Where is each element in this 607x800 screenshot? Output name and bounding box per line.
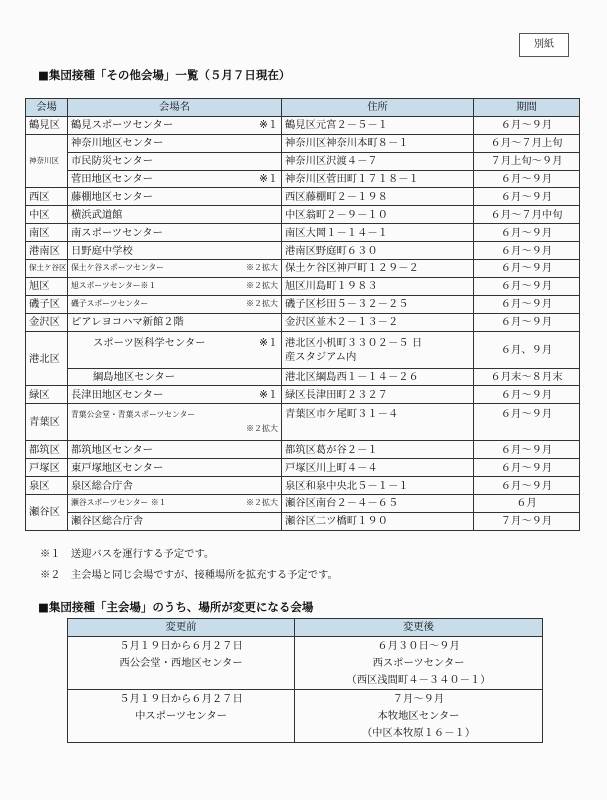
ward-cell: 神奈川区 bbox=[26, 134, 68, 188]
venue-cell: 瀬谷区総合庁舎 bbox=[68, 512, 282, 530]
table-row bbox=[26, 116, 580, 134]
venue-cell: 東戸塚地区センター bbox=[68, 459, 282, 477]
period-cell: ６月～９月 bbox=[474, 260, 580, 278]
venue-cell: 保土ケ谷スポーツセンター ※２拡大 bbox=[68, 260, 282, 278]
venue-cell: 旭スポーツセンター※１ ※２拡大 bbox=[68, 277, 282, 295]
period-cell: ６月～７月中旬 bbox=[474, 206, 580, 224]
before-cell: ５月１９日から６月２７日 中スポーツセンター bbox=[68, 690, 295, 743]
ward-cell: 港南区 bbox=[26, 242, 68, 260]
venue-cell: 瀬谷スポーツセンター ※１ ※２拡大 bbox=[68, 495, 282, 513]
address-cell: 神奈川区沢渡４－７ bbox=[282, 152, 474, 170]
period-cell: ６月～９月 bbox=[474, 242, 580, 260]
venue-cell: 市民防災センター bbox=[68, 152, 282, 170]
ward-cell: 港北区 bbox=[26, 331, 68, 386]
ward-cell: 青葉区 bbox=[26, 404, 68, 441]
ward-cell: 瀬谷区 bbox=[26, 495, 68, 531]
period-cell: ６月～９月 bbox=[474, 295, 580, 313]
address-cell: 西区藤棚町２－１９８ bbox=[282, 188, 474, 206]
period-cell: ７月～９月 bbox=[474, 512, 580, 530]
address-cell: 神奈川区菅田町１７１８－１ bbox=[282, 170, 474, 188]
ward-cell: 保土ケ谷区 bbox=[26, 260, 68, 278]
address-cell: 泉区和泉中央北５－１－１ bbox=[282, 477, 474, 495]
ward-cell: 泉区 bbox=[26, 477, 68, 495]
table-row bbox=[26, 152, 580, 170]
venue-cell: 泉区総合庁舎 bbox=[68, 477, 282, 495]
address-cell: 瀬谷区二ツ橋町１９０ bbox=[282, 512, 474, 530]
venue-cell: ピアレヨコハマ新館２階 bbox=[68, 313, 282, 331]
period-cell: ６月～９月 bbox=[474, 188, 580, 206]
period-cell: ６月～９月 bbox=[474, 459, 580, 477]
table-row bbox=[26, 386, 580, 404]
table-row bbox=[26, 441, 580, 459]
table-row bbox=[26, 331, 580, 368]
after-cell: ６月３０日～９月 西スポーツセンター （西区浅間町４－３４０－１） bbox=[295, 637, 543, 690]
venue-cell: 鶴見スポーツセンター ※１ bbox=[68, 116, 282, 134]
after-cell: ７月～９月 本牧地区センター （中区本牧原１６－１） bbox=[295, 690, 543, 743]
ward-cell: 南区 bbox=[26, 224, 68, 242]
table-row bbox=[26, 477, 580, 495]
footnote-1: ※１ 送迎バスを運行する予定です。 bbox=[40, 548, 215, 560]
ward-cell: 中区 bbox=[26, 206, 68, 224]
table-row bbox=[26, 260, 580, 278]
period-cell: ７月上旬～９月 bbox=[474, 152, 580, 170]
ward-cell: 鶴見区 bbox=[26, 116, 68, 134]
period-cell: ６月～９月 bbox=[474, 386, 580, 404]
section-title-main-venue-changes: ■集団接種「主会場」のうち、場所が変更になる会場 bbox=[38, 600, 314, 614]
address-cell: 都筑区葛が谷２－１ bbox=[282, 441, 474, 459]
period-cell: ６月 bbox=[474, 495, 580, 513]
period-cell: ６月～９月 bbox=[474, 170, 580, 188]
address-cell: 磯子区杉田５－３２－２５ bbox=[282, 295, 474, 313]
table-header-row bbox=[68, 619, 543, 637]
address-cell: 南区大岡１－１４－１ bbox=[282, 224, 474, 242]
venue-cell: 藤棚地区センター bbox=[68, 188, 282, 206]
period-cell: ６月～９月 bbox=[474, 224, 580, 242]
table-row bbox=[26, 242, 580, 260]
venue-change-table bbox=[67, 618, 543, 743]
ward-cell: 旭区 bbox=[26, 277, 68, 295]
ward-cell: 磯子区 bbox=[26, 295, 68, 313]
venue-cell: 磯子スポーツセンター ※２拡大 bbox=[68, 295, 282, 313]
address-cell: 神奈川区神奈川本町８－１ bbox=[282, 134, 474, 152]
ward-cell: 都筑区 bbox=[26, 441, 68, 459]
period-cell: ６月～９月 bbox=[474, 477, 580, 495]
venue-cell: 青葉公会堂・青葉スポーツセンター ※２拡大 bbox=[68, 404, 282, 441]
period-cell: ６月末～８月末 bbox=[474, 368, 580, 386]
address-cell: 金沢区並木２－１３－２ bbox=[282, 313, 474, 331]
header-before: 変更前 bbox=[68, 619, 295, 637]
address-cell: 旭区川島町１９８３ bbox=[282, 277, 474, 295]
attachment-tag: 別紙 bbox=[519, 33, 569, 57]
address-cell: 瀬谷区南台２－４－６５ bbox=[282, 495, 474, 513]
address-cell: 港南区野庭町６３０ bbox=[282, 242, 474, 260]
section-title-other-venues: ■集団接種「その他会場」一覧（５月７日現在） bbox=[38, 68, 291, 82]
table-row bbox=[26, 295, 580, 313]
table-row bbox=[26, 459, 580, 477]
header-after: 変更後 bbox=[295, 619, 543, 637]
table-row bbox=[26, 206, 580, 224]
table-row bbox=[26, 313, 580, 331]
period-cell: ６月～９月 bbox=[474, 404, 580, 441]
address-cell: 港北区綱島西１－１４－２６ bbox=[282, 368, 474, 386]
table-row bbox=[26, 134, 580, 152]
venue-cell: 長津田地区センター ※１ bbox=[68, 386, 282, 404]
address-cell: 青葉区市ケ尾町３１－４ bbox=[282, 404, 474, 441]
address-cell: 鶴見区元宮２－５－１ bbox=[282, 116, 474, 134]
venue-cell: 南スポーツセンター bbox=[68, 224, 282, 242]
table-row bbox=[26, 368, 580, 386]
address-cell: 戸塚区川上町４－４ bbox=[282, 459, 474, 477]
period-cell: ６月～９月 bbox=[474, 277, 580, 295]
other-venues-table bbox=[25, 98, 580, 531]
table-row bbox=[26, 404, 580, 441]
table-row bbox=[26, 495, 580, 513]
table-row bbox=[26, 277, 580, 295]
ward-cell: 西区 bbox=[26, 188, 68, 206]
table-header-row bbox=[26, 99, 580, 117]
address-cell: 中区翁町２－９－１０ bbox=[282, 206, 474, 224]
table-row bbox=[26, 188, 580, 206]
venue-cell: 横浜武道館 bbox=[68, 206, 282, 224]
header-ward: 会場 bbox=[26, 99, 68, 117]
header-venue: 会場名 bbox=[68, 99, 282, 117]
venue-cell: 日野庭中学校 bbox=[68, 242, 282, 260]
period-cell: ６月～９月 bbox=[474, 313, 580, 331]
address-cell: 港北区小机町３３０２－５ 日 産スタジアム内 bbox=[282, 331, 474, 368]
venue-cell: 神奈川地区センター bbox=[68, 134, 282, 152]
table-row bbox=[26, 224, 580, 242]
venue-cell: スポーツ医科学センター ※１ bbox=[68, 331, 282, 368]
period-cell: ６月～９月 bbox=[474, 441, 580, 459]
venue-cell: 綱島地区センター bbox=[68, 368, 282, 386]
before-cell: ５月１９日から６月２７日 西公会堂・西地区センター bbox=[68, 637, 295, 690]
ward-cell: 戸塚区 bbox=[26, 459, 68, 477]
table-row bbox=[68, 637, 543, 690]
venue-cell: 都筑地区センター bbox=[68, 441, 282, 459]
period-cell: ６月～９月 bbox=[474, 116, 580, 134]
header-address: 住所 bbox=[282, 99, 474, 117]
ward-cell: 金沢区 bbox=[26, 313, 68, 331]
ward-cell: 緑区 bbox=[26, 386, 68, 404]
address-cell: 緑区長津田町２３２７ bbox=[282, 386, 474, 404]
period-cell: ６月、９月 bbox=[474, 331, 580, 368]
table-row bbox=[68, 690, 543, 743]
table-row bbox=[26, 170, 580, 188]
header-period: 期間 bbox=[474, 99, 580, 117]
footnote-2: ※２ 主会場と同じ会場ですが、接種場所を拡充する予定です。 bbox=[40, 569, 338, 581]
address-cell: 保土ケ谷区神戸町１２９－２ bbox=[282, 260, 474, 278]
venue-cell: 菅田地区センター ※１ bbox=[68, 170, 282, 188]
table-row bbox=[26, 512, 580, 530]
period-cell: ６月～７月上旬 bbox=[474, 134, 580, 152]
